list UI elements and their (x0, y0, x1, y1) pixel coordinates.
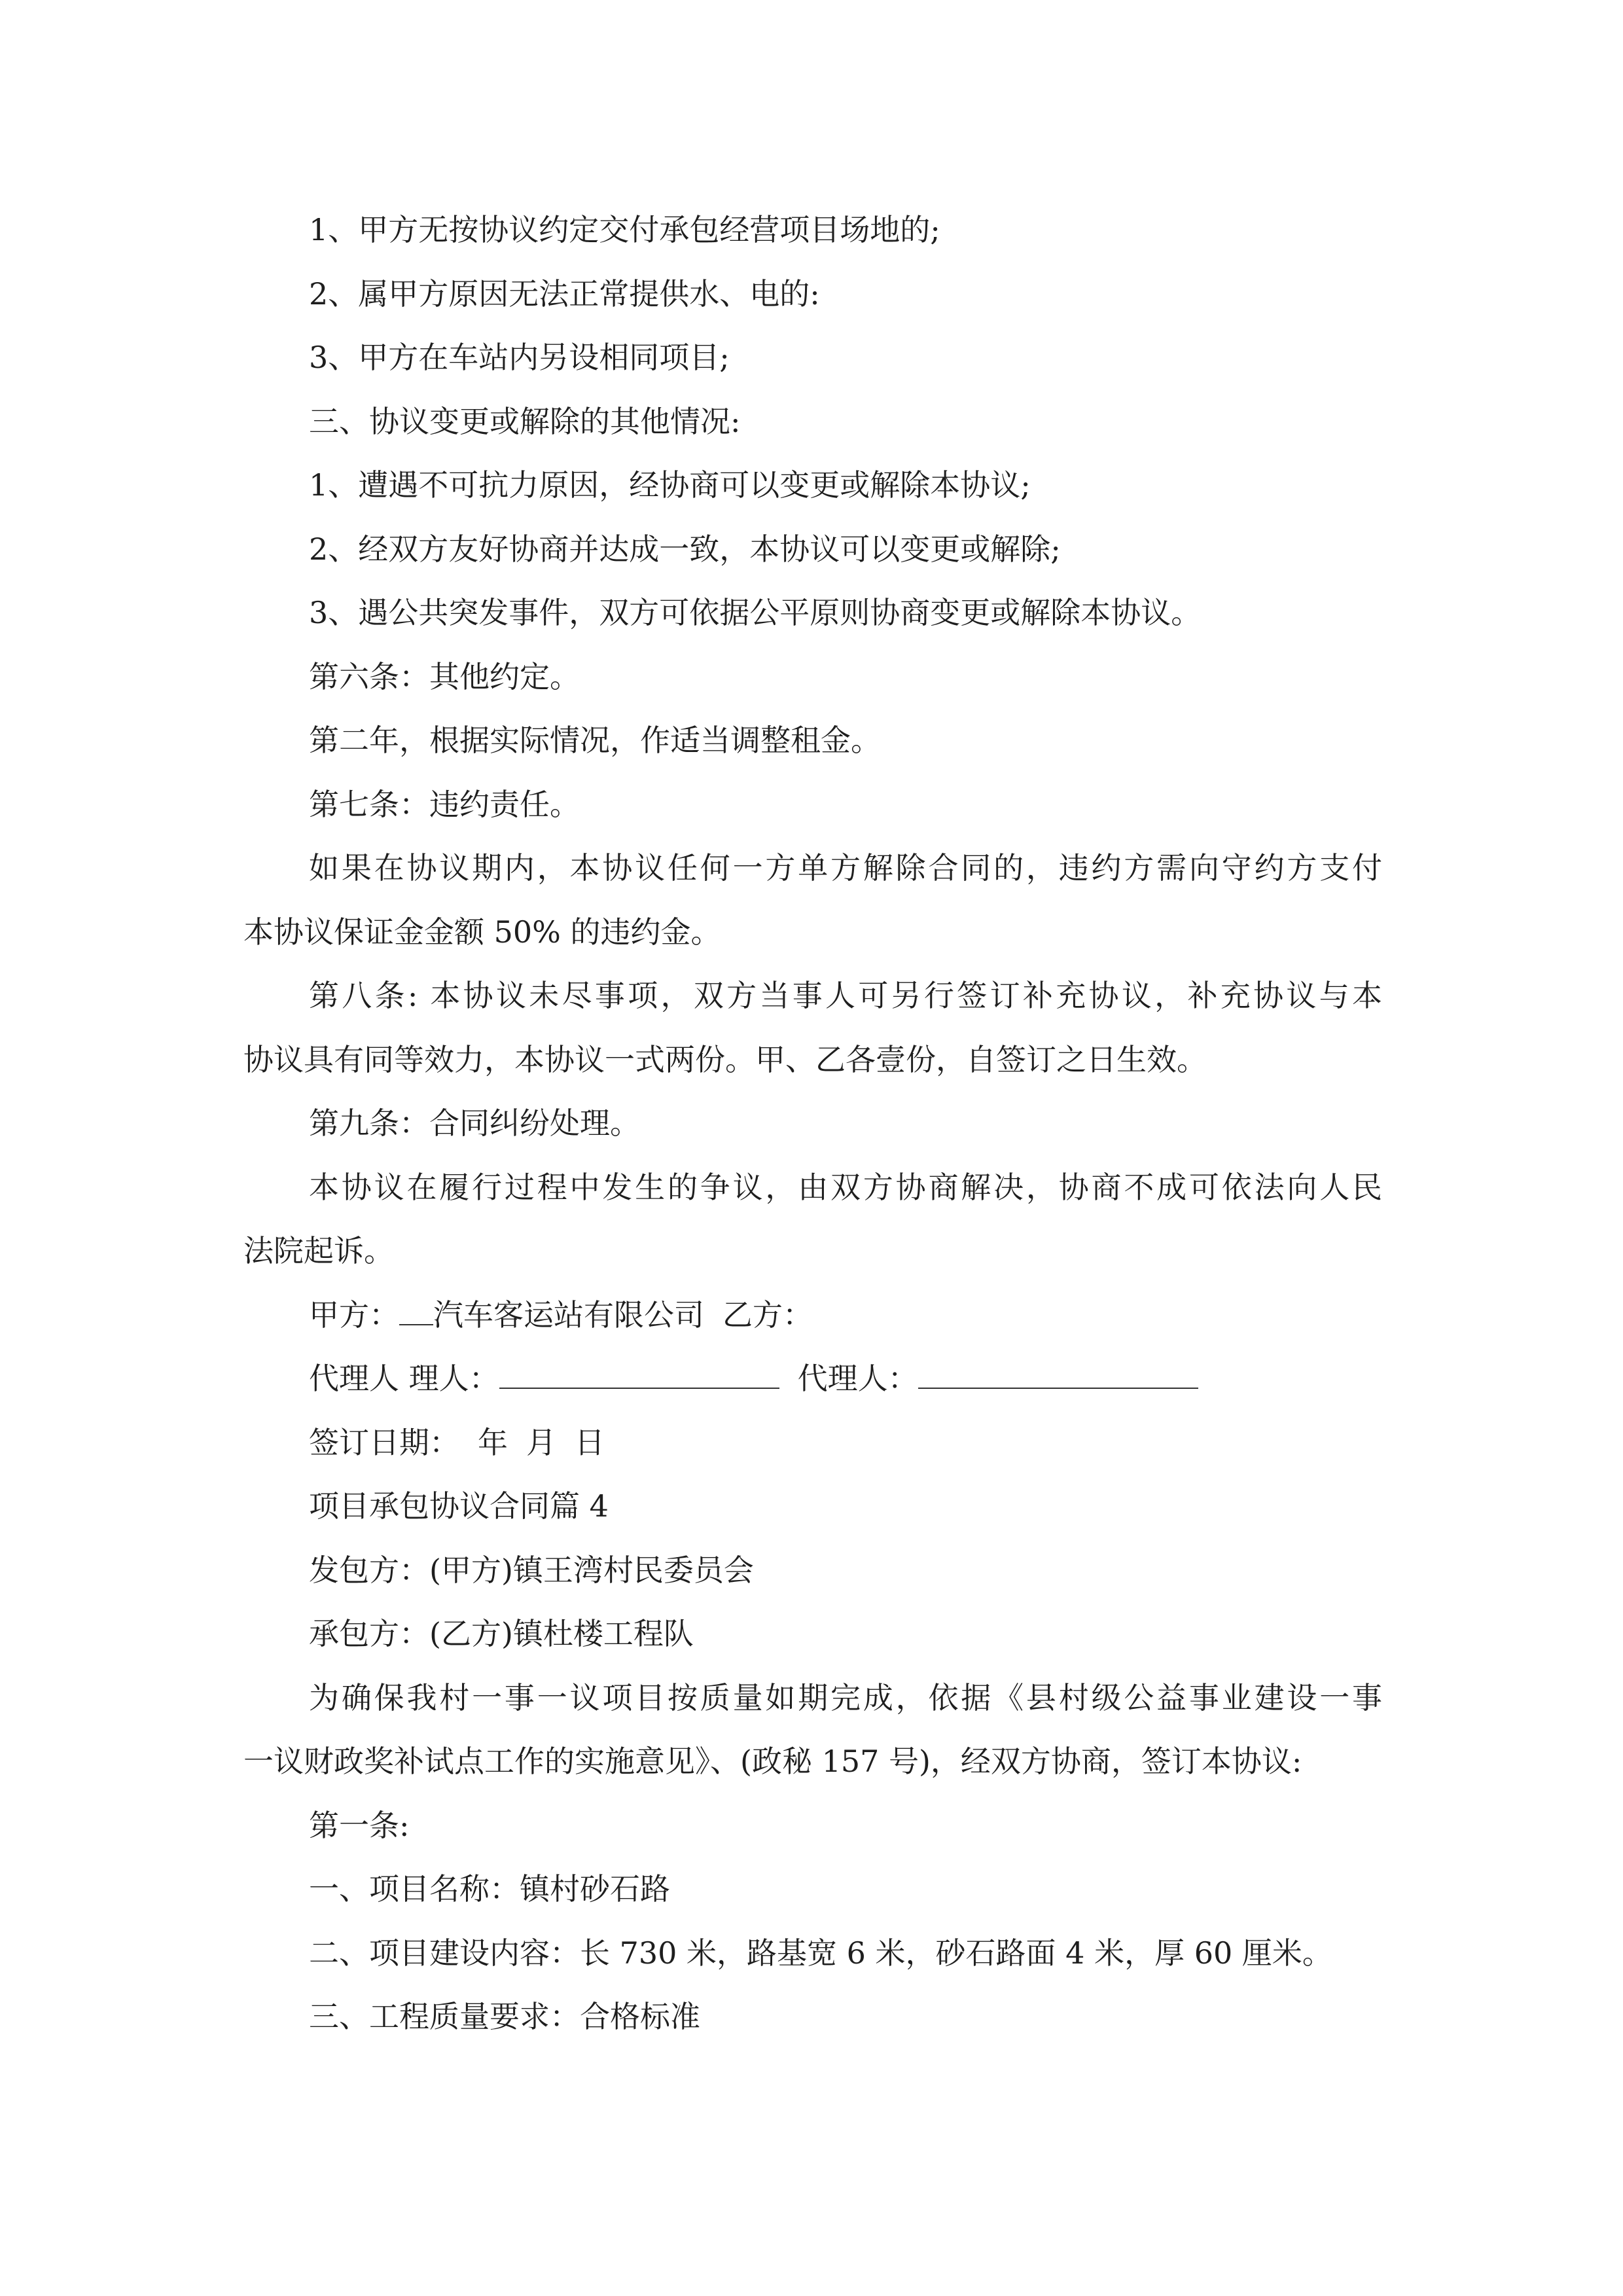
sign-date-line (243, 1411, 1382, 1475)
agent-b-label: 代理人： (797, 1361, 918, 1396)
party-a-label: 甲方： (309, 1297, 399, 1333)
paragraph-line: 如果在协议期内，本协议任何一方单方解除合同的，违约方需向守约方支付 (309, 850, 1382, 886)
article-heading: 第九条：合同纠纷处理。 (309, 1105, 640, 1141)
text-line: 3、甲方在车站内另设相同项目; (309, 340, 730, 375)
article-heading: 第一条: (309, 1807, 410, 1843)
party-b-label: 乙方： (722, 1297, 813, 1333)
sign-date-label: 签订日期： (309, 1424, 459, 1460)
paragraph-line: 为确保我村一事一议项目按质量如期完成，依据《县村级公益事业建设一事 (309, 1679, 1382, 1715)
text-line: 3、遇公共突发事件，双方可依据公平原则协商变更或解除本协议。 (309, 595, 1202, 630)
text-line: 发包方：(甲方)镇王湾村民委员会 (309, 1552, 754, 1588)
agent-a-label: 代理人 理人： (309, 1361, 499, 1396)
party-a-blank (399, 1287, 433, 1325)
paragraph-line: 第八条: 本协议未尽事项，双方当事人可另行签订补充协议，补充协议与本 (309, 978, 1382, 1013)
paragraph-line: 本协议在履行过程中发生的争议，由双方协商解决，协商不成可依法向人民 (309, 1169, 1382, 1205)
paragraph-line: 法院起诉。 (243, 1233, 394, 1268)
day-label: 日 (575, 1424, 605, 1460)
section-title: 项目承包协议合同篇 4 (309, 1488, 609, 1524)
month-label: 月 (526, 1424, 556, 1460)
text-line: 1、遭遇不可抗力原因，经协商可以变更或解除本协议; (309, 467, 1031, 503)
agent-signature-line (243, 1347, 1382, 1411)
year-label: 年 (478, 1424, 508, 1460)
agent-b-blank (918, 1351, 1198, 1389)
text-line: 二、项目建设内容：长 730 米，路基宽 6 米，砂石路面 4 米，厚 60 厘米。 (309, 1935, 1332, 1971)
text-line: 2、经双方友好协商并达成一致，本协议可以变更或解除; (309, 531, 1061, 567)
party-a-name: 汽车客运站有限公司 (433, 1297, 704, 1333)
article-heading: 第七条：违约责任。 (309, 786, 580, 822)
text-line: 2、属甲方原因无法正常提供水、电的: (309, 276, 820, 312)
text-line: 三、工程质量要求：合格标准 (309, 1999, 700, 2034)
section-heading: 三、协议变更或解除的其他情况: (309, 403, 741, 439)
paragraph-line: 本协议保证金金额 50% 的违约金。 (243, 914, 721, 950)
party-a-signature-line (243, 1283, 1382, 1348)
agent-a-blank (499, 1351, 779, 1389)
text-line: 1、甲方无按协议约定交付承包经营项目场地的; (309, 212, 940, 247)
text-line: 承包方：(乙方)镇杜楼工程队 (309, 1616, 694, 1651)
paragraph-line: 协议具有同等效力，本协议一式两份。甲、乙各壹份，自签订之日生效。 (243, 1041, 1207, 1077)
article-heading: 第六条：其他约定。 (309, 658, 580, 694)
text-line: 第二年，根据实际情况，作适当调整租金。 (309, 723, 881, 758)
text-line: 一、项目名称：镇村砂石路 (309, 1871, 670, 1907)
document-body (243, 198, 1382, 2049)
paragraph-line: 一议财政奖补试点工作的实施意见》、(政秘 157 号)，经双方协商，签订本协议: (243, 1744, 1302, 1779)
